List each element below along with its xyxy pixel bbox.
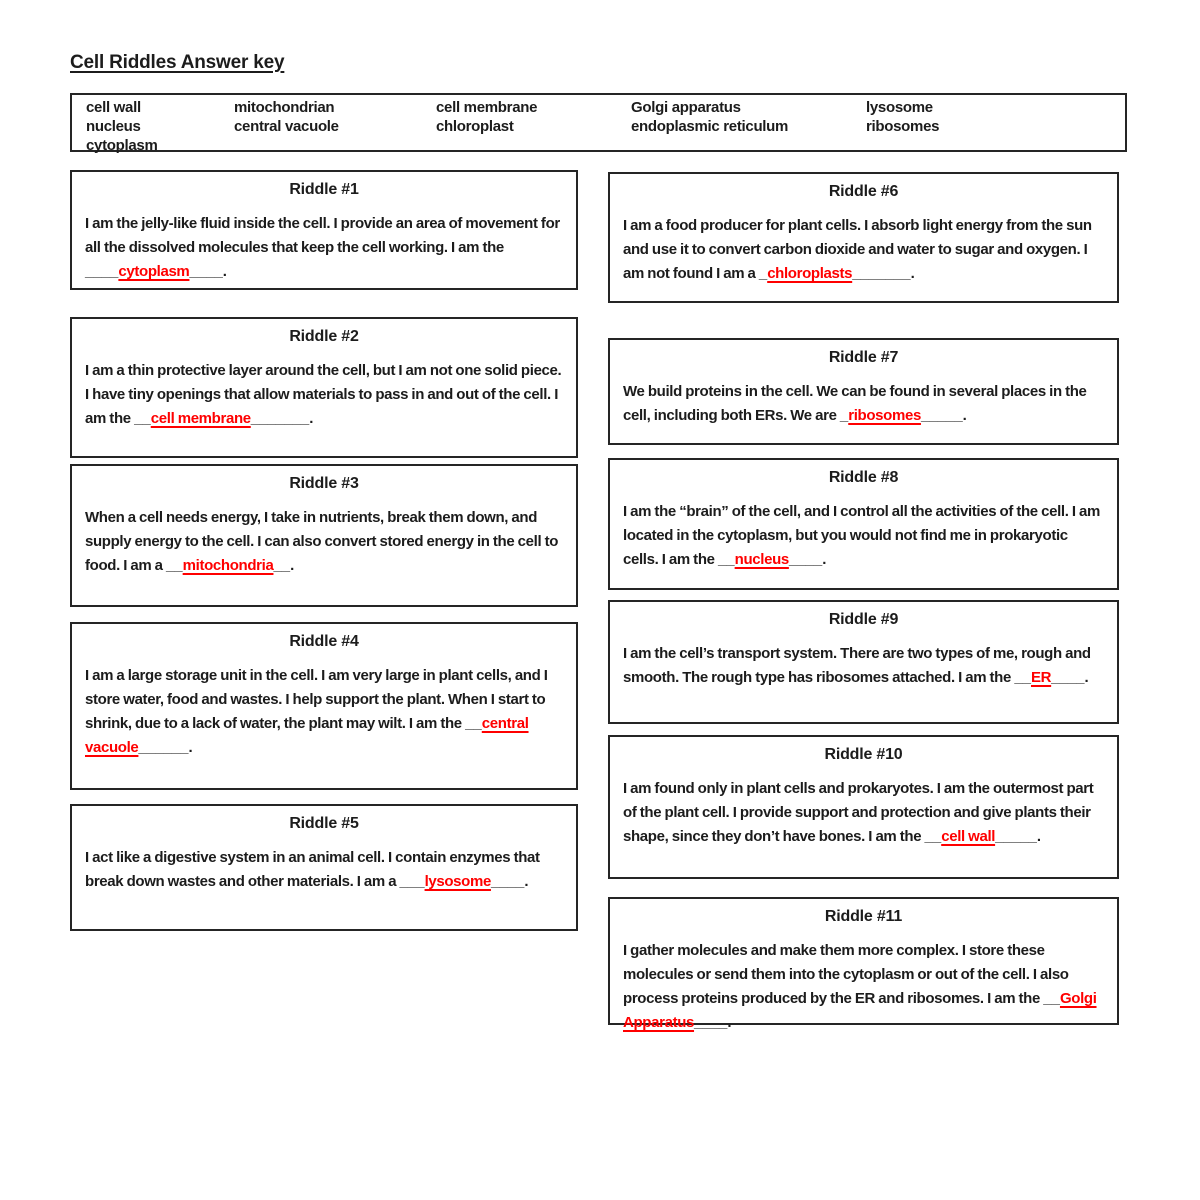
answer-blank: __ (134, 410, 151, 427)
riddle-body (72, 664, 576, 760)
answer-blank: _______ (250, 410, 310, 427)
sentence-period: . (1084, 669, 1089, 686)
word-bank-term: mitochondrian (234, 99, 335, 116)
word-bank-term: cytoplasm (86, 137, 158, 154)
sentence-period: . (727, 1014, 732, 1031)
riddle-box-1 (70, 170, 578, 290)
answer-text: central vacuole (85, 715, 529, 756)
riddle-title: Riddle #2 (289, 328, 359, 345)
answer-text: lysosome (424, 873, 491, 890)
riddle-box-11 (608, 897, 1119, 1031)
riddle-body (610, 642, 1117, 690)
riddle-box-10 (608, 735, 1119, 879)
answer-text: ER (1031, 669, 1052, 686)
word-bank (70, 93, 1127, 152)
word-bank-column (631, 98, 788, 136)
riddle-body (72, 359, 576, 431)
riddle-box-3 (70, 464, 578, 607)
word-bank-term: lysosome (866, 99, 933, 116)
riddle-body (610, 214, 1117, 286)
answer-text: Golgi Apparatus (623, 990, 1097, 1031)
sentence-period: . (962, 407, 967, 424)
riddle-title: Riddle #6 (828, 183, 899, 200)
answer-blank: __ (465, 715, 482, 732)
word-bank-term: nucleus (86, 118, 141, 135)
riddle-text: I am the cell’s transport system. There are two types of me, rough and smooth. The rough type has ribosomes attached. I am the (623, 645, 1091, 686)
riddle-title: Riddle #1 (289, 181, 359, 198)
riddle-text: I act like a digestive system in an animal cell. I contain enzymes that break down wastes and other materials. I am a (85, 849, 540, 890)
word-bank-column (866, 98, 939, 136)
riddle-body (610, 939, 1117, 1035)
answer-blank: __ (924, 828, 942, 845)
riddle-title: Riddle #11 (824, 908, 903, 925)
answer-blank: _ (839, 407, 849, 424)
riddle-text: I am a large storage unit in the cell. I am very large in plant cells, and I store water, food and wastes. I help support the plant. When I start to shrink, due to a lack of water, the plant may wilt. I am the (85, 667, 548, 732)
sentence-period: . (188, 739, 193, 756)
answer-blank: _______ (852, 265, 911, 282)
riddle-box-2 (70, 317, 578, 458)
answer-blank: _____ (995, 828, 1037, 845)
answer-blank: ____ (694, 1014, 728, 1031)
answer-text: chloroplasts (767, 265, 853, 282)
riddle-body (610, 777, 1117, 849)
sentence-period: . (309, 410, 314, 427)
sentence-period: . (524, 873, 529, 890)
riddle-box-5 (70, 804, 578, 931)
riddle-body (610, 500, 1117, 572)
riddle-text: I am the “brain” of the cell, and I control all the activities of the cell. I am located in the cytoplasm, but you would not find me in prokaryotic cells. I am the (623, 503, 1100, 568)
answer-blank: __ (273, 557, 291, 574)
answer-blank: __ (165, 557, 183, 574)
answer-blank: __ (1043, 990, 1060, 1007)
page-title: Cell Riddles Answer key (70, 52, 285, 73)
riddle-title: Riddle #7 (828, 349, 899, 366)
word-bank-term: cell membrane (436, 99, 538, 116)
answer-text: cell membrane (150, 410, 251, 427)
riddle-text: I am the jelly-like fluid inside the cell. I provide an area of movement for all the dissolved molecules that keep the cell working. I am the (85, 215, 560, 256)
word-bank-term: endoplasmic reticulum (631, 118, 789, 135)
riddle-title: Riddle #5 (289, 815, 359, 832)
riddle-title: Riddle #10 (824, 746, 903, 763)
answer-blank: __ (717, 551, 735, 568)
word-bank-column (234, 98, 339, 136)
riddle-title: Riddle #4 (289, 633, 359, 650)
answer-text: ribosomes (848, 407, 921, 424)
word-bank-term: Golgi apparatus (631, 99, 741, 116)
riddle-title: Riddle #3 (289, 475, 359, 492)
riddle-title: Riddle #9 (828, 611, 899, 628)
answer-blank: ______ (138, 739, 189, 756)
riddle-body (610, 380, 1117, 428)
word-bank-column (86, 98, 158, 155)
riddle-text: I am a food producer for plant cells. I absorb light energy from the sun and use it to convert carbon dioxide and water to sugar and oxygen. I am not found I am a (623, 217, 1092, 282)
answer-blank: ___ (399, 873, 425, 890)
riddle-box-8 (608, 458, 1119, 590)
sentence-period: . (1036, 828, 1041, 845)
riddle-text: We build proteins in the cell. We can be found in several places in the cell, including both ERs. We are (623, 383, 1087, 424)
answer-blank: ____ (788, 551, 823, 568)
riddle-box-7 (608, 338, 1119, 445)
answer-blank: ____ (490, 873, 525, 890)
answer-blank: __ (1014, 669, 1031, 686)
word-bank-term: cell wall (86, 99, 141, 116)
word-bank-term: chloroplast (436, 118, 514, 135)
answer-text: cytoplasm (118, 263, 190, 280)
riddle-body (72, 506, 576, 578)
riddle-title: Riddle #8 (828, 469, 899, 486)
sentence-period: . (822, 551, 827, 568)
riddle-box-9 (608, 600, 1119, 724)
sentence-period: . (290, 557, 294, 574)
riddle-body (72, 846, 576, 894)
riddle-text: When a cell needs energy, I take in nutrients, break them down, and supply energy to the cell. I can also convert stored energy in the cell to food. I am a (85, 509, 559, 574)
answer-text: mitochondria (182, 557, 274, 574)
answer-blank: ____ (189, 263, 223, 280)
riddle-text: I am a thin protective layer around the cell, but I am not one solid piece. I have tiny openings that allow materials to pass in and out of the cell. I am the (85, 362, 562, 427)
sentence-period: . (222, 263, 227, 280)
word-bank-column (436, 98, 537, 136)
riddle-box-4 (70, 622, 578, 790)
riddle-text: I am found only in plant cells and prokaryotes. I am the outermost part of the plant cell. I provide support and protection and give plants their shape, since they don’t have bones. I am the (623, 780, 1094, 845)
answer-text: nucleus (734, 551, 789, 568)
answer-blank: _ (758, 265, 768, 282)
answer-text: cell wall (941, 828, 996, 845)
word-bank-term: ribosomes (866, 118, 940, 135)
answer-blank: ____ (1051, 669, 1085, 686)
answer-blank: _____ (920, 407, 963, 424)
answer-blank: ____ (85, 263, 119, 280)
riddle-box-6 (608, 172, 1119, 303)
word-bank-term: central vacuole (234, 118, 339, 135)
sentence-period: . (910, 265, 915, 282)
riddle-text: I gather molecules and make them more complex. I store these molecules or send them into the cytoplasm or out of the cell. I also process proteins produced by the ER and ribosomes. I am the (623, 942, 1069, 1007)
riddle-body (72, 212, 576, 284)
